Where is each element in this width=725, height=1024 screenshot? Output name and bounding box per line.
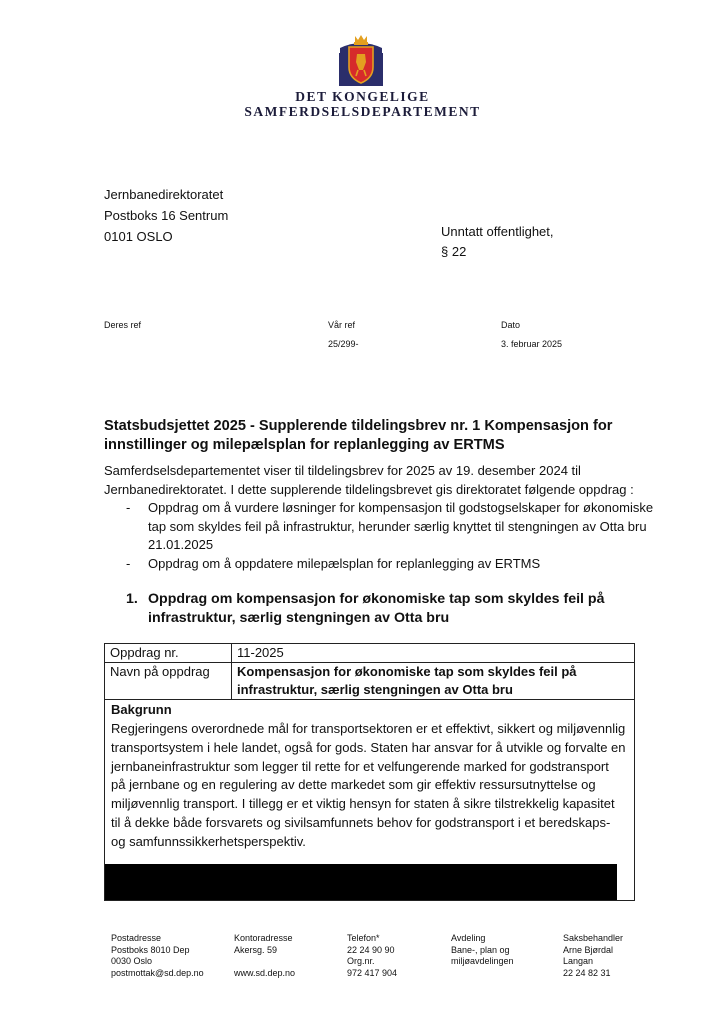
redaction-block bbox=[105, 864, 617, 900]
footer-text: 0030 Oslo bbox=[111, 956, 153, 966]
list-dash: - bbox=[126, 500, 131, 515]
recipient-line2: Postboks 16 Sentrum bbox=[104, 208, 229, 223]
ministry-name-line1: DET KONGELIGE bbox=[295, 89, 430, 104]
table-row bbox=[105, 663, 635, 700]
footer-telefon bbox=[347, 933, 397, 979]
restriction-line1: Unntatt offentlighet, bbox=[441, 224, 554, 239]
list-dash: - bbox=[126, 555, 131, 571]
list-item bbox=[104, 555, 664, 574]
section-number: 1. bbox=[126, 591, 138, 607]
footer-text: Avdeling bbox=[451, 933, 486, 943]
intro-line2: Jernbanedirektoratet. I dette supplerende tildelingsbrevet gis direktoratet følgende oppdrag : bbox=[104, 481, 634, 497]
letter-title: Statsbudsjettet 2025 - Supplerende tildelingsbrev nr. 1 Kompensasjon for innstillinger og milepælsplan for replanlegging av ERTMS bbox=[104, 418, 613, 453]
assignment-table bbox=[104, 643, 635, 700]
footer-text: postmottak@sd.dep.no bbox=[111, 967, 204, 978]
dato-label: Dato bbox=[501, 320, 521, 330]
navn-value: Kompensasjon for økonomiske tap som skyldes feil på infrastruktur, særlig stengningen av Otta bru bbox=[232, 663, 635, 700]
section-heading-text: Oppdrag om kompensasjon for økonomiske tap som skyldes feil på infrastruktur, særlig stengningen av Otta bru bbox=[148, 591, 605, 626]
footer-postadresse bbox=[111, 933, 204, 979]
ministry-name-line2: SAMFERDSELSDEPARTEMENT bbox=[244, 104, 481, 119]
recipient-address bbox=[104, 184, 228, 247]
footer-kontoradresse bbox=[234, 933, 295, 979]
oppdrag-nr-label: Oppdrag nr. bbox=[105, 644, 232, 663]
footer-text: Langan bbox=[563, 956, 594, 966]
footer-saksbehandler bbox=[563, 933, 623, 979]
var-ref-label: Vår ref bbox=[328, 320, 356, 330]
restriction-line2: § 22 bbox=[441, 244, 467, 259]
list-item-text: Oppdrag om å vurdere løsninger for kompensasjon til godstogselskaper for økonomiske tap som skyldes feil på infrastruktur, herunder særlig knyttet til stengningen av Otta bru 21.01.2025 bbox=[148, 500, 654, 552]
footer-text: Kontoradresse bbox=[234, 933, 293, 943]
footer-text: Org.nr. bbox=[347, 956, 375, 966]
dato-value: 3. februar 2025 bbox=[501, 339, 563, 349]
footer-text: www.sd.dep.no bbox=[234, 967, 296, 978]
footer-text: 22 24 90 90 bbox=[347, 944, 395, 955]
footer-text: miljøavdelingen bbox=[451, 956, 514, 966]
assignment-list bbox=[104, 499, 664, 573]
footer-avdeling bbox=[451, 933, 514, 968]
list-item-text: Oppdrag om å oppdatere milepælsplan for replanlegging av ERTMS bbox=[148, 555, 541, 571]
footer-text: 22 24 82 31 bbox=[563, 967, 611, 978]
footer-text: Postadresse bbox=[111, 933, 162, 943]
footer-text: 972 417 904 bbox=[347, 967, 398, 978]
footer-text: Saksbehandler bbox=[563, 933, 624, 943]
bakgrunn-label: Bakgrunn bbox=[111, 702, 172, 717]
var-ref-value: 25/299- bbox=[328, 339, 359, 349]
bakgrunn-text: Regjeringens overordnede mål for transportsektoren er et effektivt, sikkert og miljøvennlig transportsystem i hele landet, også for gods. Staten har ansvar for å utvikle og forvalte en jernbaneinfrastruktur som legger til rette for et velfungerende marked for godstransport på jernbane og en regulering av dette markedet som gir effektiv ressursutnyttelse og miljøvennlig transport. I tillegg er et viktig hensyn for staten å sikre tilstrekkelig kapasitet til å dekke både forsvarets og sivilsamfunnets behov for godstransport i et beredskaps- og samfunnssikkerhetsperspektiv. bbox=[111, 721, 626, 849]
restriction-notice bbox=[441, 222, 554, 262]
intro-line1: Samferdselsdepartementet viser til tildelingsbrev for 2025 av 19. desember 2024 til bbox=[104, 463, 581, 478]
footer-text: Telefon* bbox=[347, 933, 380, 943]
recipient-line3: 0101 OSLO bbox=[104, 229, 173, 244]
footer-text bbox=[234, 956, 295, 968]
royal-coat-of-arms-icon bbox=[336, 34, 386, 88]
footer-text: Bane-, plan og bbox=[451, 944, 510, 955]
footer-text: Akersg. 59 bbox=[234, 944, 278, 955]
intro-paragraph bbox=[104, 462, 634, 499]
section-heading bbox=[126, 590, 646, 627]
oppdrag-nr-value: 11-2025 bbox=[232, 644, 635, 663]
list-item bbox=[104, 499, 664, 555]
table-row bbox=[105, 644, 635, 663]
footer-text: Postboks 8010 Dep bbox=[111, 944, 190, 955]
deres-ref-label: Deres ref bbox=[104, 320, 142, 330]
recipient-line1: Jernbanedirektoratet bbox=[104, 187, 224, 202]
footer-text: Arne Bjørdal bbox=[563, 944, 614, 955]
navn-label: Navn på oppdrag bbox=[105, 663, 232, 700]
